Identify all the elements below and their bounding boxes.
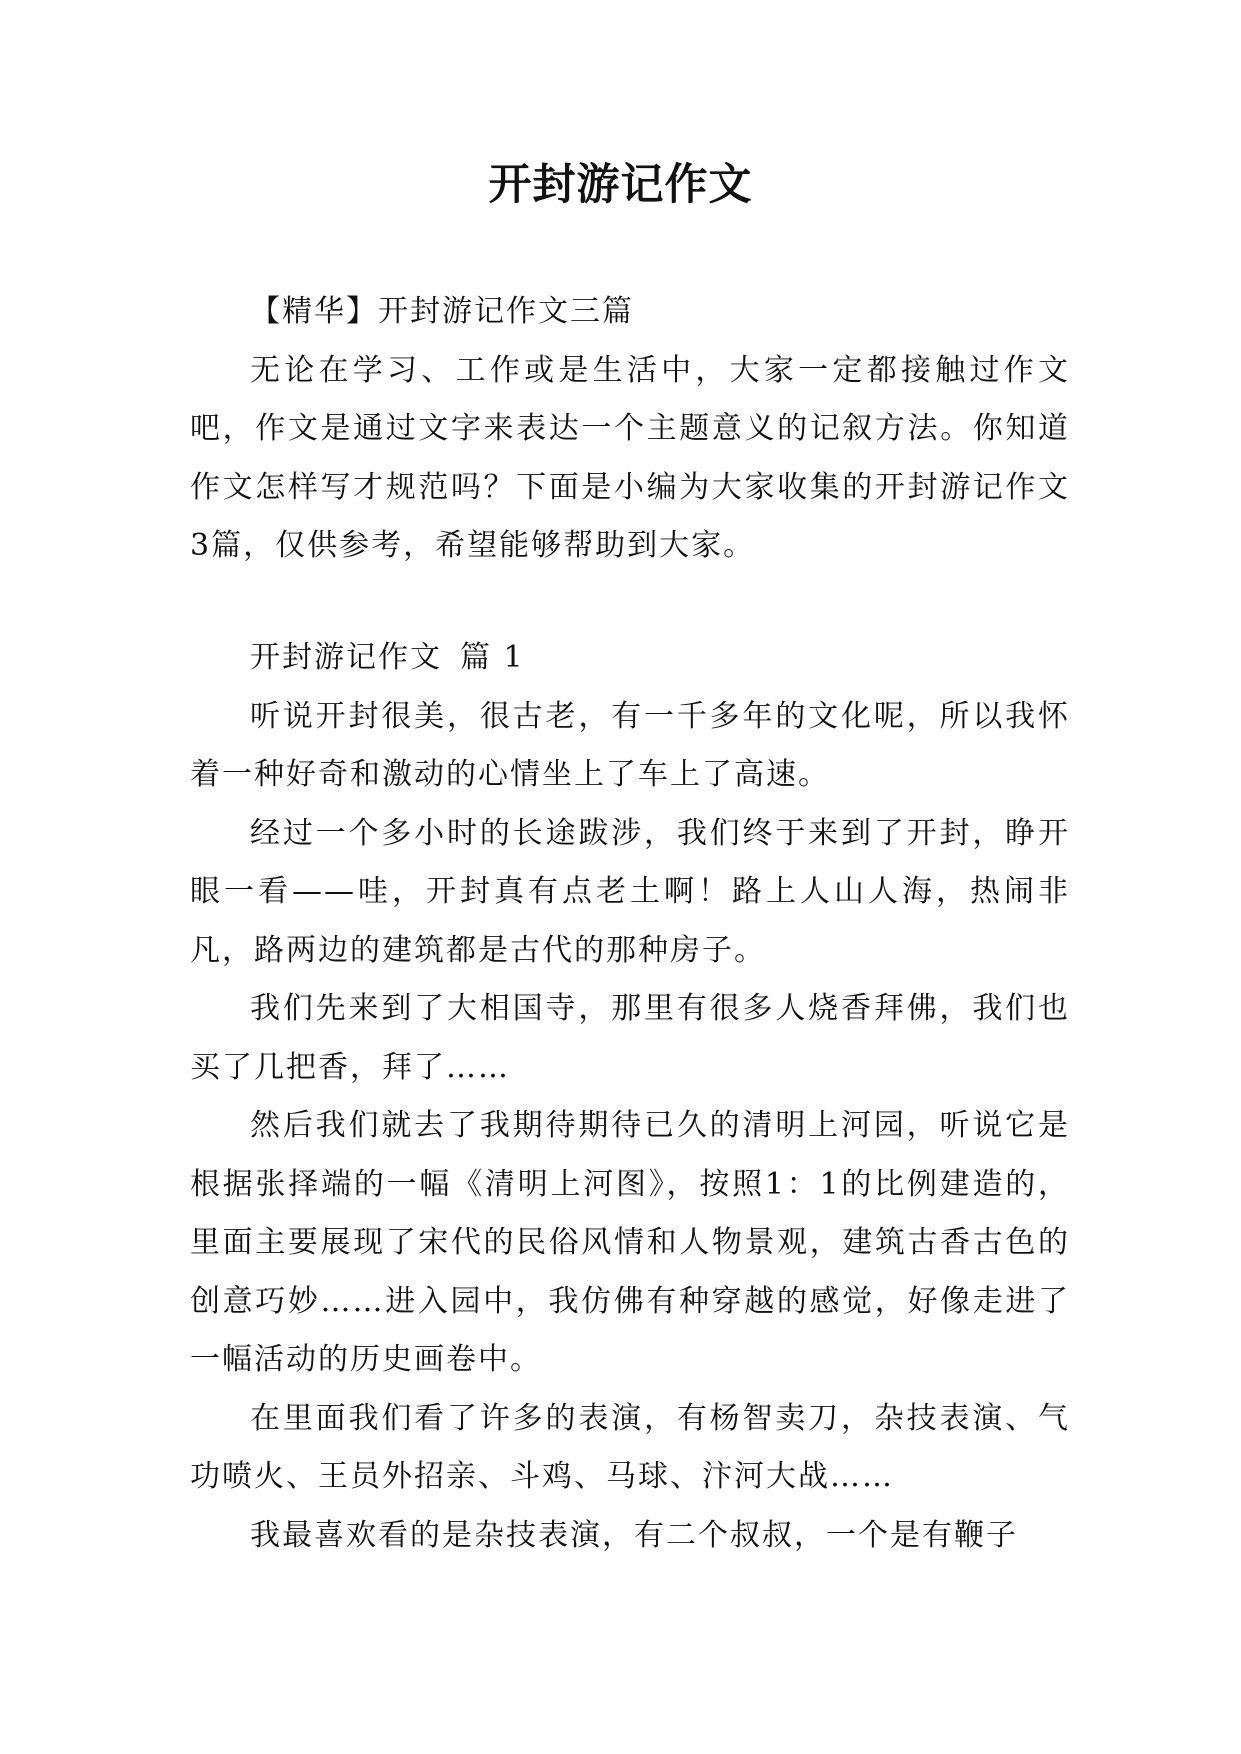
essay-1-paragraph: 经过一个多小时的长途跋涉，我们终于来到了开封，睁开眼一看——哇，开封真有点老土啊！路上人山人海，热闹非凡，路两边的建筑都是古代的那种房子。 — [190, 815, 1070, 968]
essay-1-paragraph: 我们先来到了大相国寺，那里有很多人烧香拜佛，我们也买了几把香，拜了…… — [190, 991, 1070, 1085]
essay-1-paragraph: 在里面我们看了许多的表演，有杨智卖刀，杂技表演、气功喷火、王员外招亲、斗鸡、马球、汴河大战…… — [190, 1400, 1070, 1494]
essay-1-paragraph: 我最喜欢看的是杂技表演，有二个叔叔，一个是有鞭子 — [250, 1517, 1018, 1553]
essay-1-heading-title: 开封游记作文 — [250, 640, 442, 675]
essay-1-paragraph: 听说开封很美，很古老，有一千多年的文化呢，所以我怀着一种好奇和激动的心情坐上了车上了高速。 — [190, 698, 1070, 792]
intro-section — [190, 283, 1070, 576]
essay-1-heading-number: 篇 1 — [460, 640, 525, 675]
essay-1-heading — [190, 629, 1070, 688]
intro-paragraph: 无论在学习、工作或是生活中，大家一定都接触过作文吧，作文是通过文字来表达一个主题意义的记叙方法。你知道作文怎样写才规范吗？下面是小编为大家收集的开封游记作文3篇，仅供参考，希望能够帮助到大家。 — [190, 352, 1070, 563]
essay-1-paragraph: 然后我们就去了我期待期待已久的清明上河园，听说它是根据张择端的一幅《清明上河图》，按照1：1的比例建造的，里面主要展现了宋代的民俗风情和人物景观，建筑古香古色的创意巧妙……进入园中，我仿佛有种穿越的感觉，好像走进了一幅活动的历史画卷中。 — [190, 1108, 1070, 1377]
intro-heading: 【精华】开封游记作文三篇 — [250, 294, 634, 329]
essay-1-section — [190, 629, 1070, 1565]
document-title: 开封游记作文 — [488, 160, 753, 210]
